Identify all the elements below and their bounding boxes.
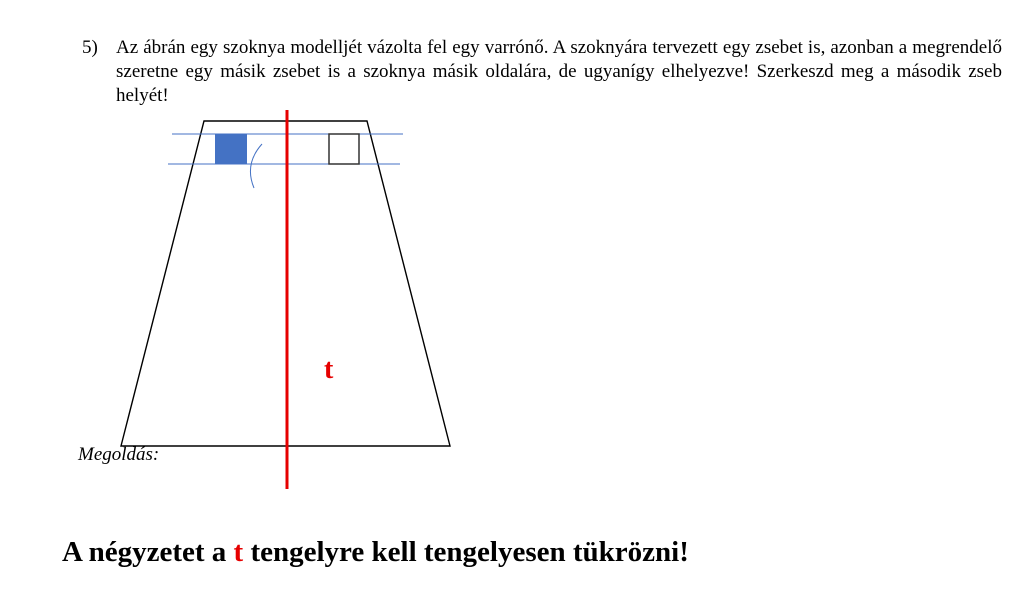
mirrored-pocket: [329, 134, 359, 164]
answer-before: A négyzetet a: [62, 536, 234, 568]
problem-text: Az ábrán egy szoknya modelljét vázolta fel egy varrónő. A szoknyára tervezett egy zsebet is, azonban a megrendelő szeretne egy másik zsebet is a szoknya másik oldalára, de ugyanígy elhelyezve! Szerkeszd meg a második zseb helyét!: [116, 37, 1002, 106]
problem-number: 5): [82, 37, 98, 58]
answer-text: [62, 535, 689, 569]
answer-after: tengelyre kell tengelyesen tükrözni!: [243, 536, 689, 568]
compass-arc: [250, 144, 262, 188]
axis-label: t: [324, 354, 334, 385]
original-pocket: [215, 134, 247, 164]
answer-highlight: t: [233, 536, 244, 568]
solution-label: Megoldás:: [78, 444, 160, 465]
